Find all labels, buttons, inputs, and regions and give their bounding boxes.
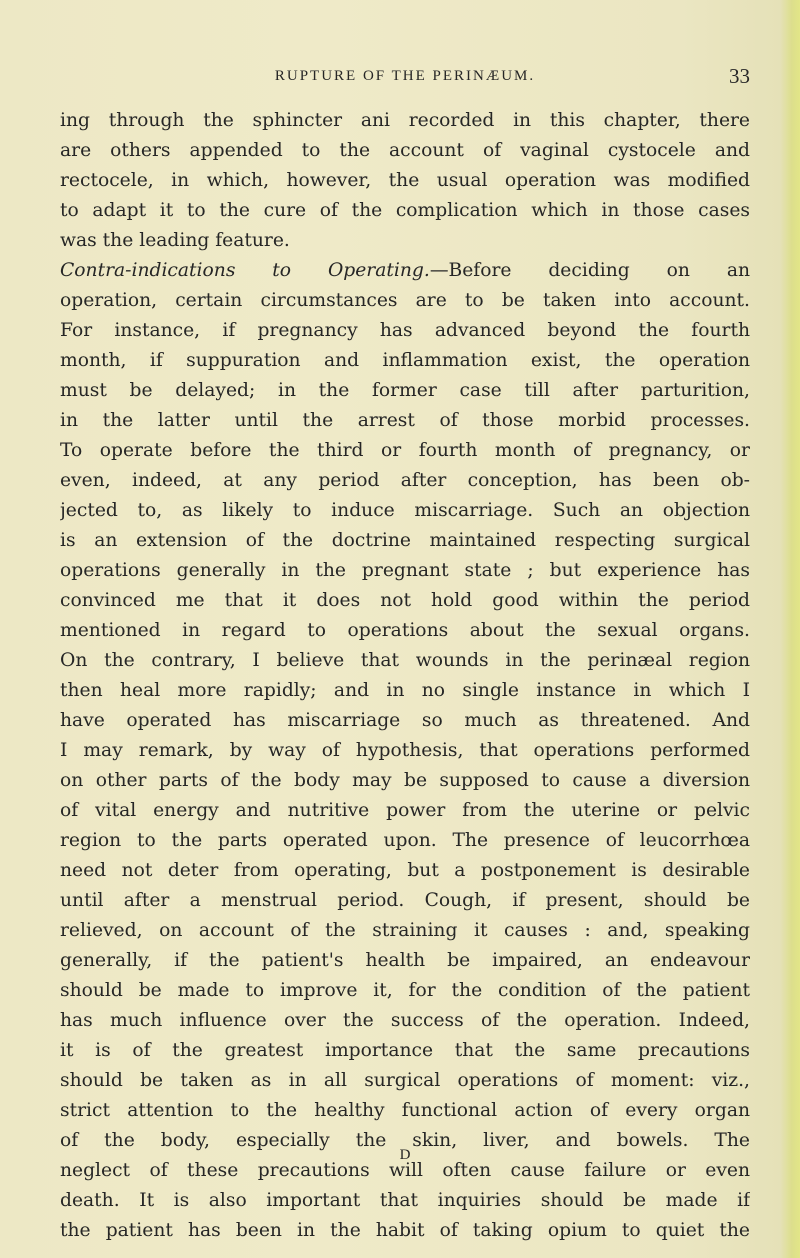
body-text — [60, 106, 750, 1246]
signature-mark: D — [399, 1147, 411, 1163]
text-line: in the latter until the arrest of those morbid processes. — [60, 410, 750, 431]
page-number: 33 — [729, 64, 750, 88]
text-line: neglect of these precautions will often cause failure or even — [60, 1160, 750, 1181]
text-line: generally, if the patient's health be impaired, an endeavour — [60, 950, 750, 971]
text-line: the patient has been in the habit of taking opium to quiet the — [60, 1220, 750, 1241]
text-line: of vital energy and nutritive power from the uterine or pelvic — [60, 800, 750, 821]
text-line: it is of the greatest importance that the same precautions — [60, 1040, 750, 1061]
text-line: I may remark, by way of hypothesis, that operations performed — [60, 740, 750, 761]
running-head: RUPTURE OF THE PERINÆUM. — [274, 68, 536, 84]
text-line: even, indeed, at any period after conception, has been ob- — [60, 470, 750, 491]
text-line: For instance, if pregnancy has advanced beyond the fourth — [60, 320, 750, 341]
text-line: has much influence over the success of the operation. Indeed, — [60, 1010, 750, 1031]
text-line: is an extension of the doctrine maintained respecting surgical — [60, 530, 750, 551]
page-edge — [780, 0, 800, 1258]
text-line: of the body, especially the skin, liver, and bowels. The — [60, 1130, 750, 1151]
text-line: mentioned in regard to operations about the sexual organs. — [60, 620, 750, 641]
text-line: jected to, as likely to induce miscarriage. Such an objection — [60, 500, 750, 521]
section-heading-continuation: —Before deciding on an — [429, 260, 750, 281]
text-line: rectocele, in which, however, the usual operation was modified — [60, 170, 750, 191]
page-header — [60, 66, 750, 92]
text-line: need not deter from operating, but a postponement is desirable — [60, 860, 750, 881]
text-line: convinced me that it does not hold good within the period — [60, 590, 750, 611]
text-line: have operated has miscarriage so much as threatened. And — [60, 710, 750, 731]
text-line: on other parts of the body may be supposed to cause a diversion — [60, 770, 750, 791]
text-line: operations generally in the pregnant state ; but experience has — [60, 560, 750, 581]
text-line: death. It is also important that inquiries should be made if — [60, 1190, 750, 1211]
text-line: then heal more rapidly; and in no single instance in which I — [60, 680, 750, 701]
text-line: operation, certain circumstances are to be taken into account. — [60, 290, 750, 311]
section-heading: Contra-indications to Operating. — [60, 260, 430, 281]
text-line: should be taken as in all surgical operations of moment: viz., — [60, 1070, 750, 1091]
text-line: To operate before the third or fourth month of pregnancy, or — [60, 440, 750, 461]
text-line: until after a menstrual period. Cough, if present, should be — [60, 890, 750, 911]
text-line: month, if suppuration and inflammation exist, the operation — [60, 350, 750, 371]
text-line: to adapt it to the cure of the complication which in those cases — [60, 200, 750, 221]
text-line: must be delayed; in the former case till after parturition, — [60, 380, 750, 401]
text-line: are others appended to the account of vaginal cystocele and — [60, 140, 750, 161]
text-line: region to the parts operated upon. The presence of leucorrhœa — [60, 830, 750, 851]
text-line: should be made to improve it, for the condition of the patient — [60, 980, 750, 1001]
text-line: ing through the sphincter ani recorded in this chapter, there — [60, 110, 750, 131]
section-heading-line — [60, 256, 750, 286]
text-line: strict attention to the healthy functional action of every organ — [60, 1100, 750, 1121]
text-line: was the leading feature. — [60, 230, 290, 251]
text-line: On the contrary, I believe that wounds in the perinæal region — [60, 650, 750, 671]
text-line: relieved, on account of the straining it causes : and, speaking — [60, 920, 750, 941]
